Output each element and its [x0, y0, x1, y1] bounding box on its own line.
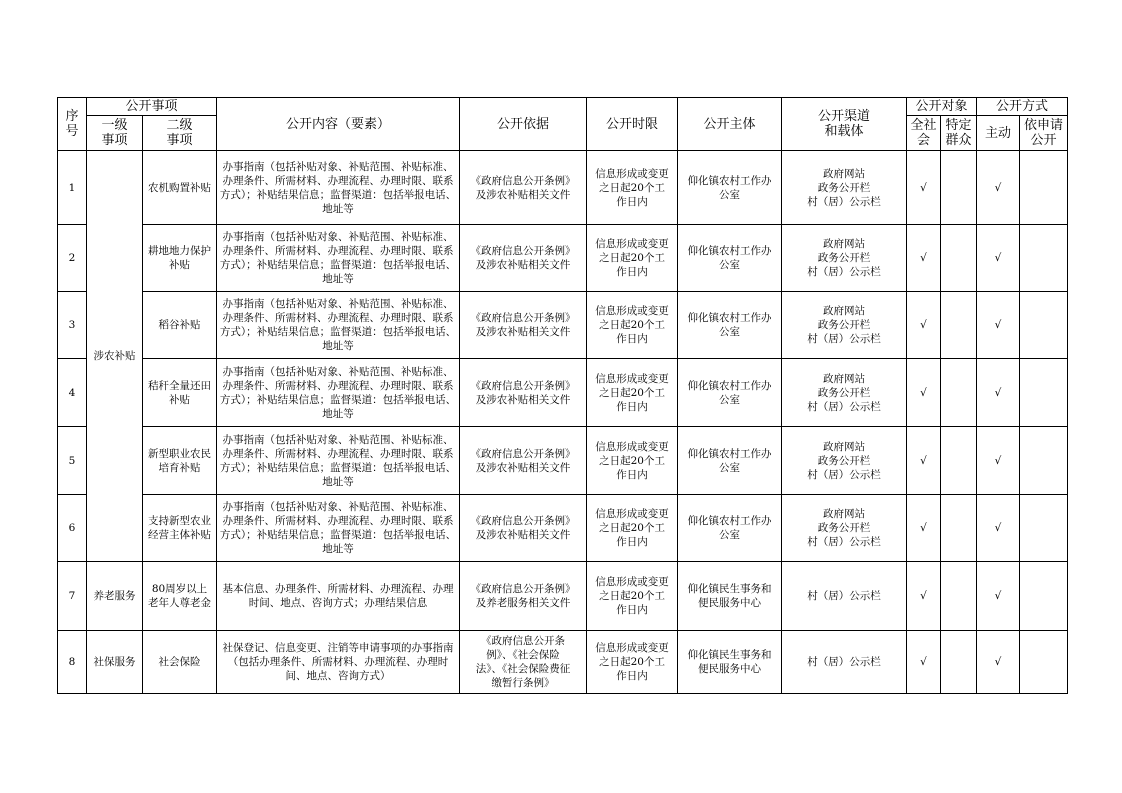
cell-level2: 秸秆全量还田 补贴 [143, 359, 217, 427]
header-time-limit: 公开时限 [587, 98, 678, 151]
header-level1: 一级 事项 [87, 116, 143, 151]
cell-method-active: √ [977, 427, 1020, 495]
cell-target-all: √ [907, 495, 941, 562]
cell-time: 信息形成或变更 之日起20个工 作日内 [587, 427, 678, 495]
cell-target-specific [941, 225, 977, 292]
cell-subject: 仰化镇农村工作办 公室 [678, 292, 782, 359]
header-content: 公开内容（要素） [217, 98, 460, 151]
table-row [58, 292, 1068, 359]
header-seq: 序 号 [58, 98, 87, 151]
cell-level2: 支持新型农业 经营主体补贴 [143, 495, 217, 562]
cell-channel: 政府网站 政务公开栏 村（居）公示栏 [782, 495, 907, 562]
table-row [58, 631, 1068, 694]
cell-basis: 《政府信息公开条例》 及涉农补贴相关文件 [460, 427, 587, 495]
group-elderly: 养老服务 [87, 562, 143, 631]
cell-content: 办事指南（包括补贴对象、补贴范围、补贴标准、办理条件、所需材料、办理流程、办理时限、联系方式）；补贴结果信息；监督渠道：包括举报电话、地址等 [217, 495, 460, 562]
cell-method-active: √ [977, 562, 1020, 631]
cell-level2: 耕地地力保护 补贴 [143, 225, 217, 292]
cell-subject: 仰化镇农村工作办 公室 [678, 495, 782, 562]
cell-target-all: √ [907, 292, 941, 359]
cell-no: 2 [58, 225, 87, 292]
cell-level2: 80周岁以上 老年人尊老金 [143, 562, 217, 631]
cell-method-active: √ [977, 151, 1020, 225]
cell-basis: 《政府信息公开条例》 及涉农补贴相关文件 [460, 292, 587, 359]
header-method-apply: 依申请 公开 [1020, 116, 1068, 151]
cell-basis: 《政府信息公开条例》 及涉农补贴相关文件 [460, 225, 587, 292]
cell-content: 办事指南（包括补贴对象、补贴范围、补贴标准、办理条件、所需材料、办理流程、办理时限、联系方式）；补贴结果信息；监督渠道：包括举报电话、地址等 [217, 359, 460, 427]
cell-level2: 稻谷补贴 [143, 292, 217, 359]
header-subject: 公开主体 [678, 98, 782, 151]
cell-method-apply [1020, 225, 1068, 292]
cell-basis: 《政府信息公开条例》 及涉农补贴相关文件 [460, 359, 587, 427]
header-channel: 公开渠道 和载体 [782, 98, 907, 151]
cell-channel: 政府网站 政务公开栏 村（居）公示栏 [782, 292, 907, 359]
table-row [58, 495, 1068, 562]
cell-subject: 仰化镇民生事务和 便民服务中心 [678, 631, 782, 694]
cell-content: 基本信息、办理条件、所需材料、办理流程、办理时间、地点、咨询方式；办理结果信息 [217, 562, 460, 631]
cell-time: 信息形成或变更 之日起20个工 作日内 [587, 292, 678, 359]
cell-target-specific [941, 495, 977, 562]
cell-time: 信息形成或变更 之日起20个工 作日内 [587, 359, 678, 427]
cell-method-apply [1020, 151, 1068, 225]
header-method: 公开方式 [977, 98, 1068, 116]
header-method-active: 主动 [977, 116, 1020, 151]
cell-time: 信息形成或变更 之日起20个工 作日内 [587, 495, 678, 562]
cell-subject: 仰化镇农村工作办 公室 [678, 427, 782, 495]
table-row [58, 562, 1068, 631]
group-agri: 涉农补贴 [87, 151, 143, 562]
disclosure-table [57, 97, 1068, 694]
cell-time: 信息形成或变更 之日起20个工 作日内 [587, 151, 678, 225]
cell-method-apply [1020, 562, 1068, 631]
cell-content: 办事指南（包括补贴对象、补贴范围、补贴标准、办理条件、所需材料、办理流程、办理时限、联系方式）；补贴结果信息；监督渠道：包括举报电话、地址等 [217, 292, 460, 359]
cell-subject: 仰化镇农村工作办 公室 [678, 225, 782, 292]
cell-no: 6 [58, 495, 87, 562]
table-row [58, 427, 1068, 495]
cell-basis: 《政府信息公开条例》 及涉农补贴相关文件 [460, 495, 587, 562]
cell-content: 办事指南（包括补贴对象、补贴范围、补贴标准、办理条件、所需材料、办理流程、办理时限、联系方式）；补贴结果信息；监督渠道：包括举报电话、地址等 [217, 427, 460, 495]
cell-method-active: √ [977, 631, 1020, 694]
cell-channel: 政府网站 政务公开栏 村（居）公示栏 [782, 359, 907, 427]
cell-no: 7 [58, 562, 87, 631]
cell-content: 办事指南（包括补贴对象、补贴范围、补贴标准、办理条件、所需材料、办理流程、办理时限、联系方式）；补贴结果信息；监督渠道：包括举报电话、地址等 [217, 225, 460, 292]
cell-target-specific [941, 359, 977, 427]
cell-method-apply [1020, 427, 1068, 495]
cell-method-active: √ [977, 359, 1020, 427]
cell-no: 3 [58, 292, 87, 359]
cell-method-apply [1020, 495, 1068, 562]
cell-basis: 《政府信息公开条例》 及养老服务相关文件 [460, 562, 587, 631]
cell-method-apply [1020, 359, 1068, 427]
header-basis: 公开依据 [460, 98, 587, 151]
cell-channel: 政府网站 政务公开栏 村（居）公示栏 [782, 427, 907, 495]
group-social: 社保服务 [87, 631, 143, 694]
cell-time: 信息形成或变更 之日起20个工 作日内 [587, 631, 678, 694]
cell-target-all: √ [907, 225, 941, 292]
cell-no: 1 [58, 151, 87, 225]
cell-method-active: √ [977, 292, 1020, 359]
table-row [58, 359, 1068, 427]
cell-target-all: √ [907, 562, 941, 631]
cell-method-active: √ [977, 225, 1020, 292]
cell-target-all: √ [907, 359, 941, 427]
cell-target-all: √ [907, 427, 941, 495]
cell-target-specific [941, 562, 977, 631]
cell-channel: 政府网站 政务公开栏 村（居）公示栏 [782, 225, 907, 292]
header-target-all: 全社 会 [907, 116, 941, 151]
header-target-specific: 特定 群众 [941, 116, 977, 151]
cell-method-apply [1020, 631, 1068, 694]
cell-no: 5 [58, 427, 87, 495]
header-level2: 二级 事项 [143, 116, 217, 151]
cell-method-apply [1020, 292, 1068, 359]
cell-subject: 仰化镇农村工作办 公室 [678, 151, 782, 225]
cell-target-specific [941, 427, 977, 495]
cell-subject: 仰化镇农村工作办 公室 [678, 359, 782, 427]
cell-channel: 村（居）公示栏 [782, 631, 907, 694]
header-target: 公开对象 [907, 98, 977, 116]
cell-no: 4 [58, 359, 87, 427]
cell-method-active: √ [977, 495, 1020, 562]
cell-content: 社保登记、信息变更、注销等申请事项的办事指南（包括办理条件、所需材料、办理流程、办理时间、地点、咨询方式） [217, 631, 460, 694]
table-row [58, 225, 1068, 292]
cell-target-all: √ [907, 631, 941, 694]
cell-target-all: √ [907, 151, 941, 225]
header-items: 公开事项 [87, 98, 217, 116]
cell-basis: 《政府信息公开条例》 及涉农补贴相关文件 [460, 151, 587, 225]
cell-time: 信息形成或变更 之日起20个工 作日内 [587, 225, 678, 292]
cell-target-specific [941, 151, 977, 225]
cell-channel: 政府网站 政务公开栏 村（居）公示栏 [782, 151, 907, 225]
cell-level2: 新型职业农民 培育补贴 [143, 427, 217, 495]
cell-content: 办事指南（包括补贴对象、补贴范围、补贴标准、办理条件、所需材料、办理流程、办理时限、联系方式）；补贴结果信息；监督渠道：包括举报电话、地址等 [217, 151, 460, 225]
cell-level2: 农机购置补贴 [143, 151, 217, 225]
cell-no: 8 [58, 631, 87, 694]
cell-target-specific [941, 292, 977, 359]
cell-channel: 村（居）公示栏 [782, 562, 907, 631]
table-row [58, 151, 1068, 225]
cell-basis: 《政府信息公开条 例》、《社会保险 法》、《社会保险费征 缴暂行条例》 [460, 631, 587, 694]
cell-target-specific [941, 631, 977, 694]
cell-level2: 社会保险 [143, 631, 217, 694]
cell-time: 信息形成或变更 之日起20个工 作日内 [587, 562, 678, 631]
cell-subject: 仰化镇民生事务和 便民服务中心 [678, 562, 782, 631]
